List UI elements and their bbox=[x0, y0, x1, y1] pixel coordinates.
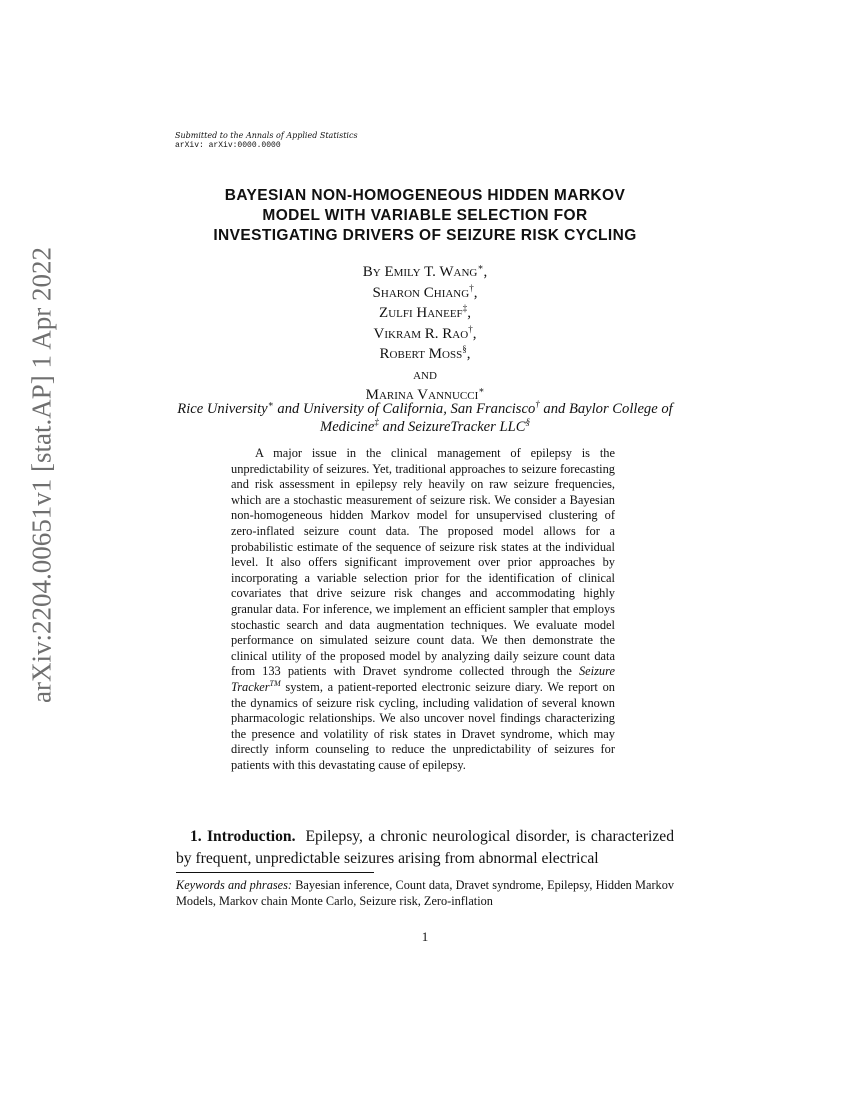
intro-text: Epilepsy, a chronic neurological disorder, is characterized by frequent, unpredictable seizures arising from abnormal electrical bbox=[176, 828, 675, 867]
affiliation-text: Rice University bbox=[177, 401, 268, 417]
footnote-divider bbox=[176, 872, 374, 873]
author-mark: † bbox=[469, 282, 474, 293]
and-line: and bbox=[413, 366, 437, 383]
author-line bbox=[250, 324, 600, 345]
author-name: Robert Moss bbox=[379, 346, 463, 362]
title-line: BAYESIAN NON-HOMOGENEOUS HIDDEN MARKOV bbox=[224, 187, 626, 204]
affiliation-mark: ‡ bbox=[374, 417, 379, 428]
author-list bbox=[250, 262, 600, 406]
keywords-footnote bbox=[176, 878, 674, 909]
keywords-label: Keywords and phrases: bbox=[176, 878, 292, 892]
author-name: Zulfi Haneef bbox=[379, 305, 463, 321]
author-mark: † bbox=[468, 323, 473, 334]
author-line bbox=[250, 303, 600, 324]
author-mark: ∗ bbox=[478, 385, 485, 395]
introduction-paragraph bbox=[176, 826, 674, 869]
author-line bbox=[250, 283, 600, 304]
section-heading: 1. Introduction. bbox=[190, 828, 296, 845]
author-line bbox=[250, 344, 600, 365]
arxiv-prefix: arXiv: bbox=[175, 141, 209, 150]
submission-header bbox=[175, 131, 358, 151]
arxiv-line bbox=[175, 141, 358, 151]
author-name: Sharon Chiang bbox=[372, 284, 470, 301]
author-name: Vikram R. Rao bbox=[373, 325, 469, 342]
page-number: 1 bbox=[421, 929, 429, 944]
author-mark: § bbox=[462, 344, 467, 354]
author-name: Marina Vannucci bbox=[365, 387, 479, 403]
arxiv-side-stamp: arXiv:2204.00651v1 [stat.AP] 1 Apr 2022 bbox=[26, 247, 57, 703]
author-sep: , bbox=[483, 264, 488, 280]
paper-title bbox=[150, 186, 700, 246]
affiliation-mark: § bbox=[525, 417, 530, 428]
abstract-text: A major issue in the clinical management of epilepsy is the unpredictability of seizures. Yet, traditional approaches to seizure forecasting and risk assessment in epilepsy rely heavily on raw seizure frequencies, which are a stochastic measurement of seizure risk. We consider a Bayesian non-homogeneous hidden Markov model for unsupervised clustering of zero-inflated seizure count data. The proposed model allows for a probabilistic estimate of the sequence of seizure risk states at the individual level. It also offers significant improvement over prior approaches by incorporating a variable selection prior for the identification of clinical covariates that drive seizure risk changes and accommodating highly granular data. For inference, we implement an efficient sampler that employs stochastic search and data augmentation techniques. We evaluate model performance on simulated seizure count data. We then demonstrate the clinical utility of the proposed model by analyzing daily seizure count data from 133 patients with Dravet syndrome collected through the bbox=[231, 446, 615, 679]
tracker-name: Seizure Tracker bbox=[231, 664, 615, 694]
affiliation-text: and Baylor College of Medicine bbox=[320, 401, 673, 435]
affiliation-text: and University of California, San Francisco bbox=[273, 401, 536, 417]
author-sep: , bbox=[466, 346, 471, 362]
trademark-mark: TM bbox=[269, 678, 281, 688]
title-line: MODEL WITH VARIABLE SELECTION FOR bbox=[262, 207, 588, 224]
author-name: Emily T. Wang bbox=[384, 264, 478, 280]
journal-line: Submitted to the Annals of Applied Statistics bbox=[175, 131, 358, 140]
author-mark: ∗ bbox=[477, 262, 484, 272]
by-label: By bbox=[362, 264, 381, 280]
affiliation-text: and SeizureTracker LLC bbox=[378, 419, 526, 435]
author-sep: , bbox=[467, 305, 471, 321]
affiliation-mark: ∗ bbox=[267, 399, 274, 410]
author-line bbox=[250, 262, 600, 283]
author-sep: , bbox=[472, 325, 477, 342]
keywords-text: Bayesian inference, Count data, Dravet syndrome, Epilepsy, Hidden Markov Models, Markov chain Monte Carlo, Seizure risk, Zero-inflation bbox=[176, 878, 674, 908]
author-sep: , bbox=[473, 284, 478, 301]
affiliations bbox=[150, 400, 700, 436]
title-line: INVESTIGATING DRIVERS OF SEIZURE RISK CYCLING bbox=[213, 227, 637, 244]
abstract-text: system, a patient-reported electronic seizure diary. We report on the dynamics of seizure risk cycling, including validation of several known pharmacologic relationships. We also uncover novel findings characterizing the presence and volatility of risk states in Dravet syndrome, which may directly inform counseling to reduce the unpredictability of seizures for patients with this devastating cause of epilepsy. bbox=[231, 679, 615, 772]
arxiv-id: arXiv:0000.0000 bbox=[208, 141, 281, 150]
author-mark: ‡ bbox=[462, 303, 468, 313]
affiliation-mark: † bbox=[535, 399, 540, 410]
abstract bbox=[231, 446, 615, 773]
